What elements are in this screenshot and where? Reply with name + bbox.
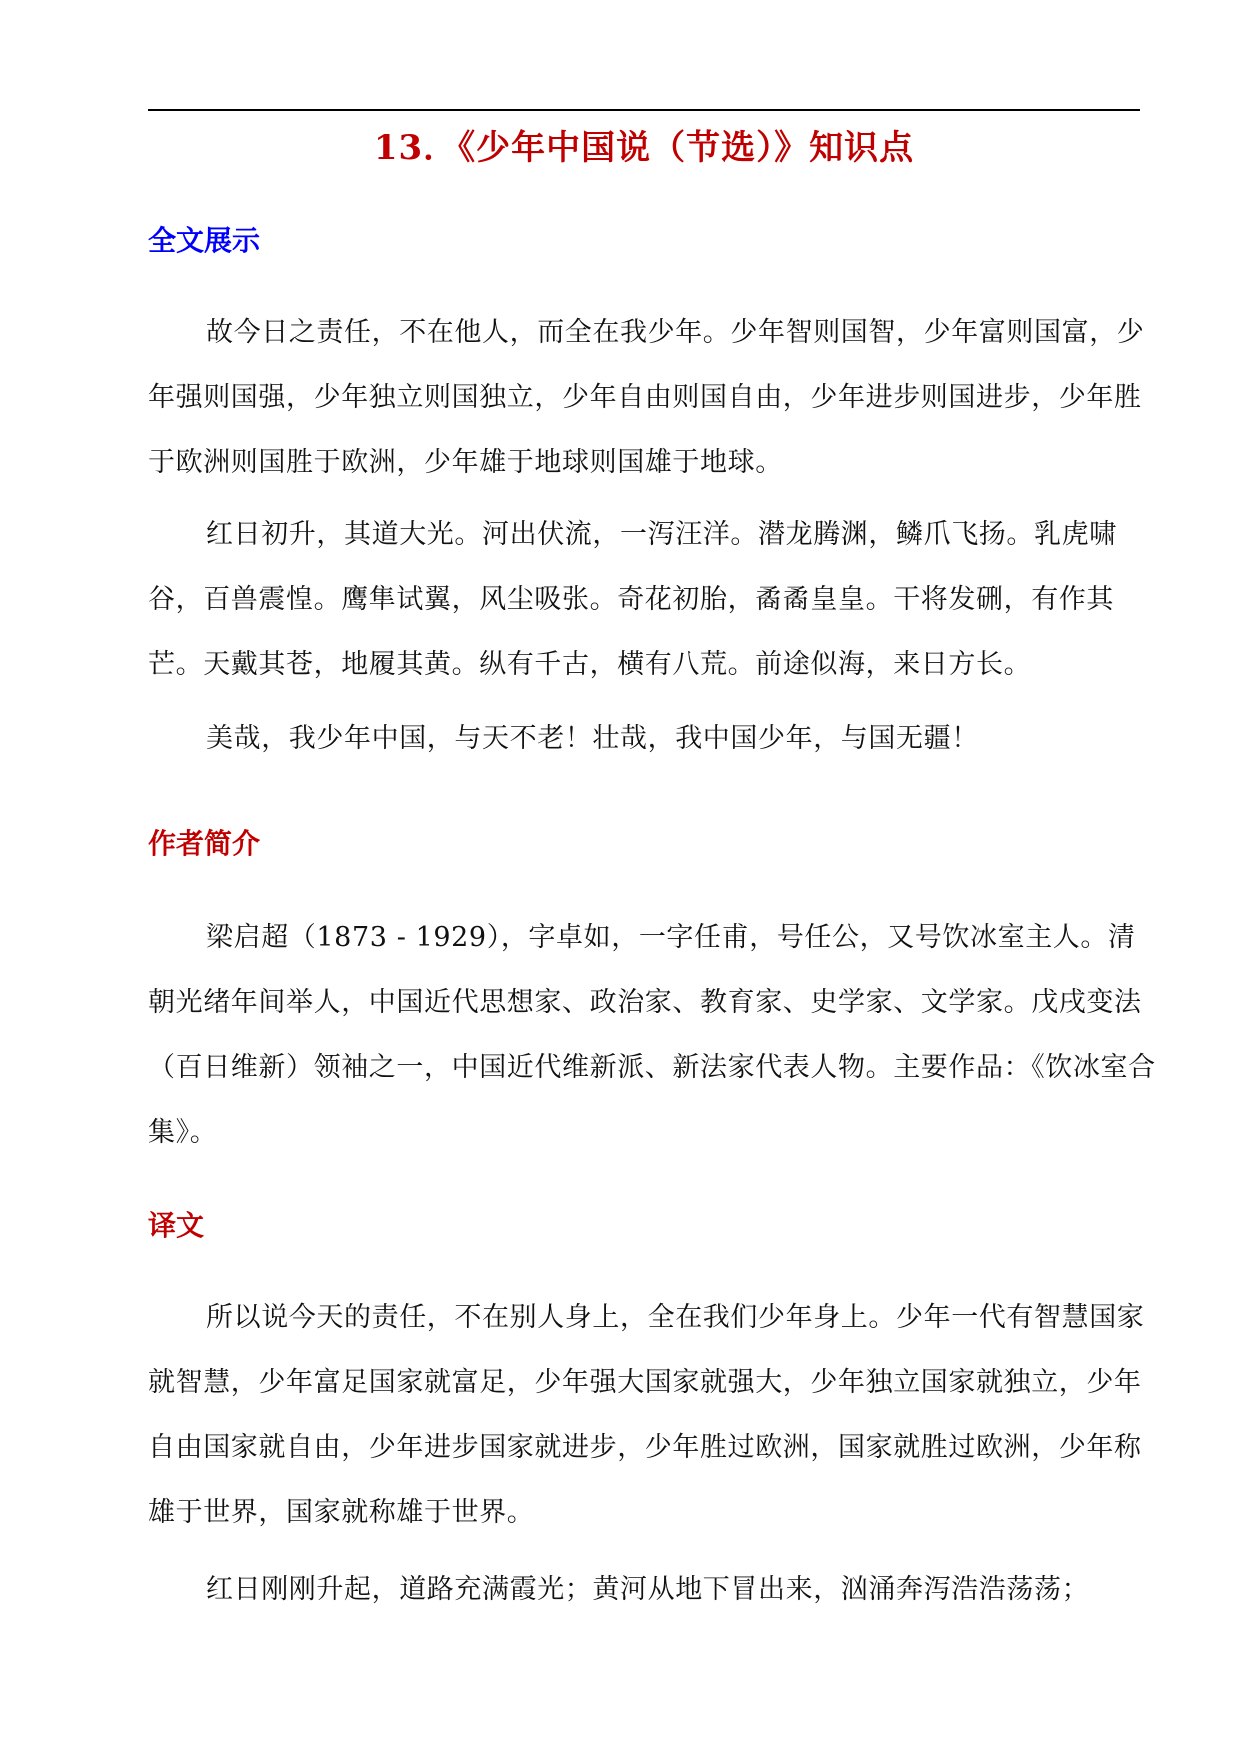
section-heading-translation: 译文	[148, 1209, 205, 1242]
section-heading-author: 作者简介	[148, 827, 261, 860]
top-rule	[148, 109, 1140, 111]
paragraph-full-text-2: 红日初升，其道大光。河出伏流，一泻汪洋。潜龙腾渊，鳞爪飞扬。乳虎啸谷，百兽震惶。鹰隼试翼，风尘吸张。奇花初胎，矞矞皇皇。干将发硎，有作其芒。天戴其苍，地履其黄。纵有千古，横有八荒。前途似海，来日方长。	[148, 519, 1117, 680]
paragraph-translation-1: 所以说今天的责任，不在别人身上，全在我们少年身上。少年一代有智慧国家就智慧，少年富足国家就富足，少年强大国家就强大，少年独立国家就独立，少年自由国家就自由，少年进步国家就进步，少年胜过欧洲，国家就胜过欧洲，少年称雄于世界，国家就称雄于世界。	[148, 1302, 1145, 1528]
paragraph-author-bio: 梁启超（1873 - 1929），字卓如，一字任甫，号任公，又号饮冰室主人。清朝光绪年间举人，中国近代思想家、政治家、教育家、史学家、文学家。戊戌变法（百日维新）领袖之一，中国近代维新派、新法家代表人物。主要作品：《饮冰室合集》。	[148, 922, 1156, 1148]
paragraph-translation-2: 红日刚刚升起，道路充满霞光；黄河从地下冒出来，汹涌奔泻浩浩荡荡；	[206, 1574, 1090, 1605]
page-title: 13．《少年中国说（节选）》知识点	[373, 128, 915, 168]
section-heading-full-text: 全文展示	[148, 224, 261, 257]
paragraph-full-text-1: 故今日之责任，不在他人，而全在我少年。少年智则国智，少年富则国富，少年强则国强，少年独立则国独立，少年自由则国自由，少年进步则国进步，少年胜于欧洲则国胜于欧洲，少年雄于地球则国雄于地球。	[148, 317, 1145, 478]
paragraph-full-text-3: 美哉，我少年中国，与天不老！壮哉，我中国少年，与国无疆！	[206, 723, 979, 754]
